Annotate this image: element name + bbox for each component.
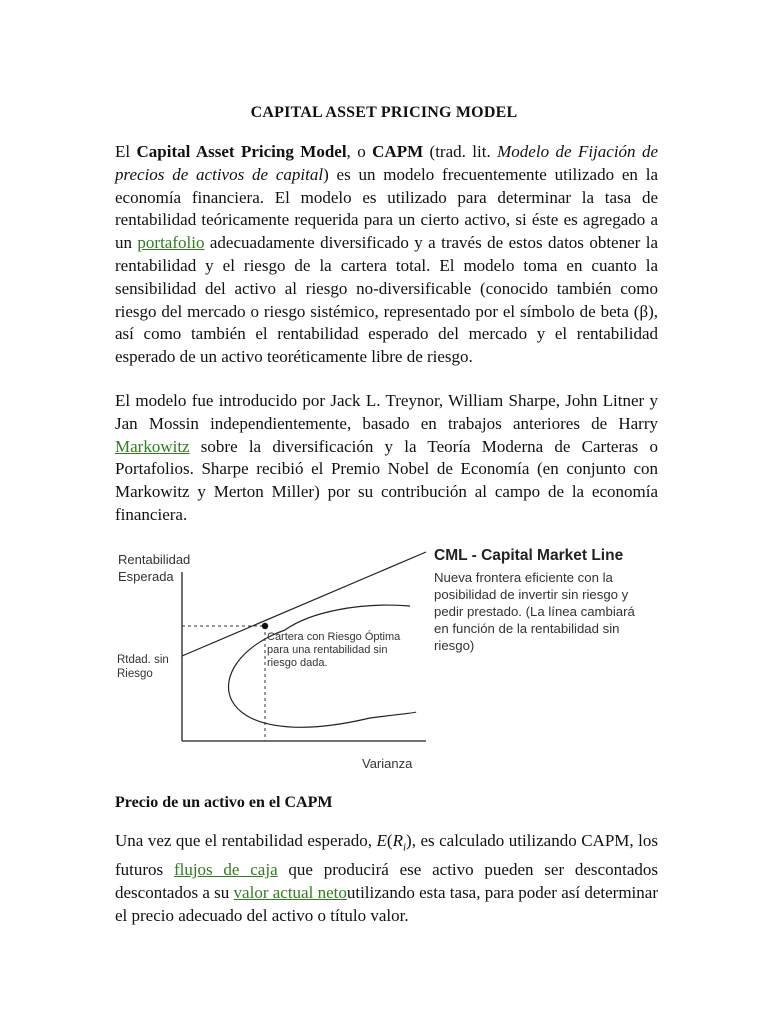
y-axis-label-line2: Esperada [118,569,174,584]
text: , es calculado utilizando CAPM, los futuros [115,831,658,880]
math-r: R [392,831,403,850]
text: El [115,142,137,161]
y-axis-label-line1: Rentabilidad [118,552,191,567]
cml-title: CML - Capital Market Line [434,547,624,564]
text: que producirá ese activo pueden ser descontados descontados a su [115,860,658,902]
capm-translation: Modelo de Fijación de precios de activos de capital [115,142,659,184]
capm-acronym: CAPM [372,142,424,161]
math-e: E [376,831,387,850]
risk-free-label-line1: Rtdad. sin [117,654,169,666]
text: adecuadamente diversificado y a través de estos datos obtener la rentabilidad y el riesgo de la cartera total. El modelo toma en cuanto la sensibilidad del activo al riesgo no-diversificable (conocido también como riesgo del mercado o riesgo sistémico, representado por el símbolo de beta (β), así como también el rentabilidad esperado del mercado y el rentabilidad esperado de un activo teoréticamente libre de riesgo. [115,233,658,367]
paragraph-capm-history [115,390,658,527]
optimal-portfolio-point [262,623,268,629]
text: , o [346,142,373,161]
paragraph-capm-pricing [115,830,658,928]
math-paren-open: ( [386,831,393,850]
math-paren-close: ) [406,831,412,850]
text: sobre la diversificación y la Teoría Moderna de Carteras o Portafolios. Sharpe recibió el Premio Nobel de Economía (en conjunto con Markowitz y Merton Miller) por su contribución al campo de la economía financiera. [115,436,658,524]
capm-full-name: Capital Asset Pricing Model [136,142,347,161]
section-heading: Precio de un activo en el CAPM [115,794,333,811]
valor-actual-neto-link[interactable]: valor actual neto [233,882,347,902]
text: El modelo fue introducido por Jack L. Treynor, William Sharpe, John Litner y Jan Mossin independientemente, basado en trabajos anteriores de Harry [115,391,658,433]
portafolio-link[interactable]: portafolio [137,233,205,253]
risk-free-label-line2: Riesgo [117,668,153,680]
x-axis-label: Varianza [362,756,413,771]
markowitz-link[interactable]: Markowitz [115,436,190,456]
document-title: CAPITAL ASSET PRICING MODEL [250,104,518,121]
text: (trad. lit. [423,142,498,161]
text: Una vez que el rentabilidad esperado, [115,831,377,850]
math-subscript-i: i [402,841,407,854]
optimal-portfolio-label-line3: riesgo dada. [267,657,328,669]
flujos-de-caja-link[interactable]: flujos de caja [173,860,278,880]
cml-description: Nueva frontera eficiente con la posibilidad de invertir sin riesgo y pedir prestado. (La línea cambiará en función de la rentabilidad sin riesgo) [434,570,635,653]
optimal-portfolio-label-line1: Cartera con Riesgo Óptima [267,631,401,643]
text: utilizando esta tasa, para poder así determinar el precio adecuado del activo o título valor. [115,882,658,925]
text: ) es un modelo frecuentemente utilizado en la economía financiera. El modelo es utilizado para determinar la tasa de rentabilidad teóricamente requerida para un cierto activo, si éste es agregado a un [115,164,658,253]
optimal-portfolio-label-line2: para una rentabilidad sin [267,644,388,656]
paragraph-capm-definition [115,141,658,369]
